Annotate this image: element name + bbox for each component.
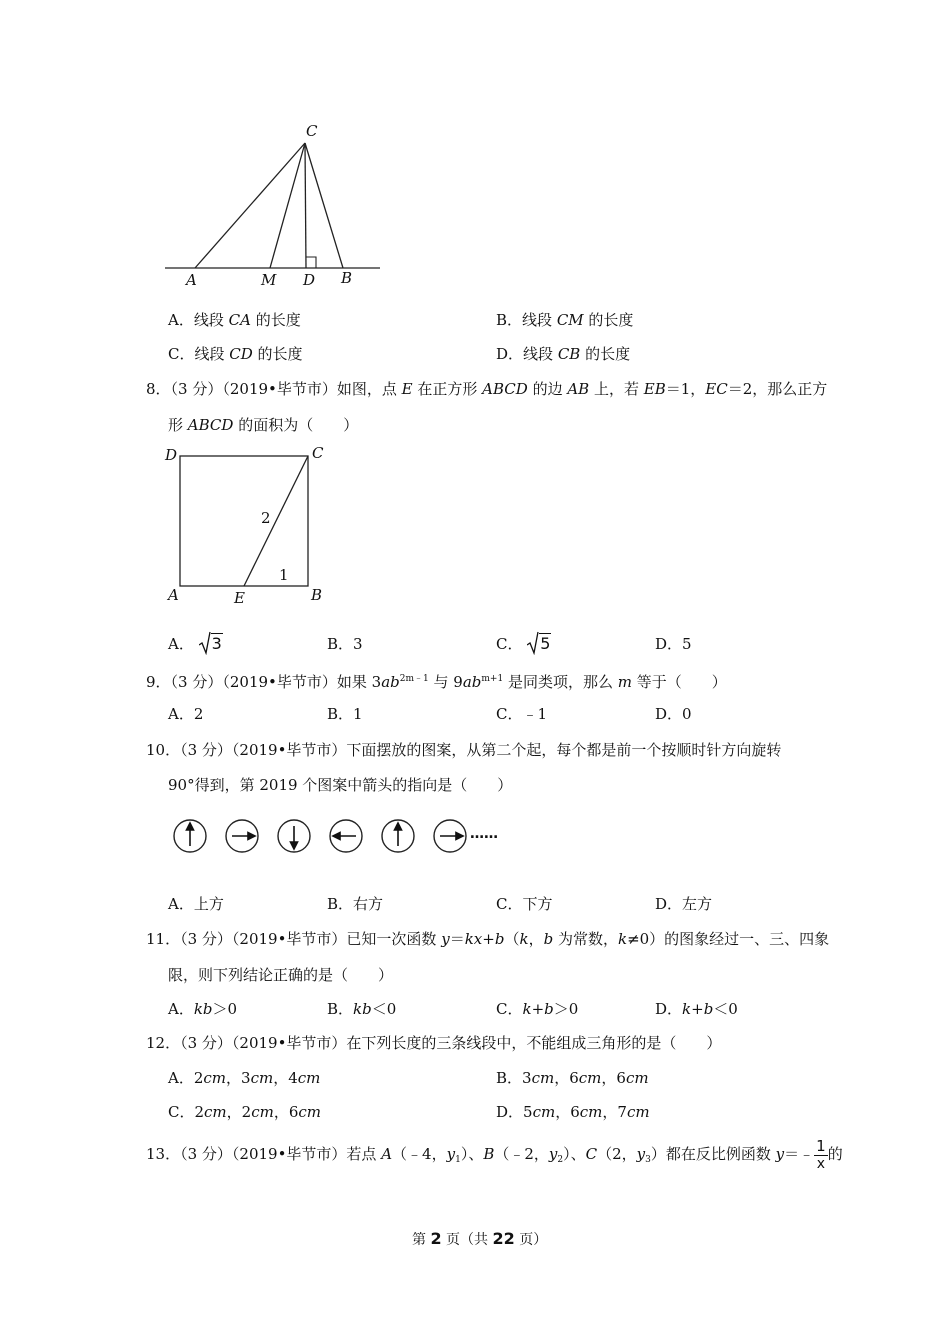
q9-question: 9．（3 分）（2019•毕节市）如果 $3ab^{2m﹣1}$ 与 $9ab^{m+1}$ 是同类项，那么 m 等于（ ） [146,673,727,691]
sqrt-symbol: 3 [199,634,223,654]
q8-label-a: A [168,586,179,604]
q10-ellipsis: …… [470,826,498,842]
q12-question: 12．（3 分）（2019•毕节市）在下列长度的三条线段中，不能组成三角形的是（ ） [146,1034,722,1052]
q7-label-m: M [261,271,277,289]
q10-arrow-pattern [168,815,468,857]
q8-label-d: D [165,446,178,464]
q7-option-a: A．线段 CA 的长度 [168,311,301,329]
page-footer: 第 2 页（共 22 页） [412,1229,548,1248]
page-total: 22 [492,1229,515,1248]
q8-question-line2: 形 ABCD 的面积为（ ） [168,416,359,434]
q8-option-a: A． 3 [168,634,222,653]
arrow-up-icon [174,820,206,852]
q8-question-line1: 8．（3 分）（2019•毕节市）如图，点 E 在正方形 ABCD 的边 AB 上，若 EB＝1，EC＝2，那么正方 [146,380,828,398]
sqrt-symbol: 5 [527,634,551,654]
arrow-right-icon [434,820,466,852]
q10-option-d: D．左方 [655,895,713,913]
q7-label-d: D [303,271,316,289]
q11-question-line1: 11．（3 分）（2019•毕节市）已知一次函数 y＝kx+b（k，b 为常数，k≠0）的图象经过一、三、四象 [146,930,830,948]
q11-question-line2: 限，则下列结论正确的是（ ） [168,966,394,984]
q13-fraction: $\frac{1}{x}$ [816,1137,826,1172]
q7-option-c: C．线段 CD 的长度 [168,345,303,363]
q8-label-1: 1 [279,566,289,584]
q12-option-d: D．5cm，6cm，7cm [496,1103,650,1121]
q8-label-b: B [311,586,323,604]
q12-option-c: C．2cm，2cm，6cm [168,1103,322,1121]
q10-option-c: C．下方 [496,895,553,913]
q10-option-b: B．右方 [327,895,384,913]
q8-option-d: D．5 [655,635,692,653]
q9-option-c: C．﹣1 [496,705,548,723]
q8-option-b: B．3 [327,635,363,653]
q7-option-d: D．线段 CB 的长度 [496,345,631,363]
q8-label-e: E [234,589,245,607]
q11-option-d: D．k+b＜0 [655,1000,738,1018]
q12-option-b: B．3cm，6cm，6cm [496,1069,649,1087]
q11-option-a: A．kb＞0 [168,1000,238,1018]
q10-question-line1: 10．（3 分）（2019•毕节市）下面摆放的图案，从第二个起，每个都是前一个按顺时针方向旋转 [146,741,782,759]
q7-option-b: B．线段 CM 的长度 [496,311,634,329]
q7-figure [160,118,385,290]
q9-option-d: D．0 [655,705,692,723]
q8-figure [160,440,335,610]
q8-label-c: C [312,444,324,462]
q11-option-b: B．kb＜0 [327,1000,397,1018]
q9-option-b: B．1 [327,705,363,723]
q10-option-a: A．上方 [168,895,224,913]
q8-option-c: C． 5 [496,634,551,653]
arrow-left-icon [330,820,362,852]
arrow-right-icon [226,820,258,852]
arrow-up-icon [382,820,414,852]
q7-label-a: A [186,271,197,289]
q7-label-b: B [341,269,353,287]
page-number: 2 [430,1229,442,1248]
q10-question-line2: 90°得到，第 2019 个图案中箭头的指向是（ ） [168,776,513,794]
q8-label-2: 2 [261,509,271,527]
q7-label-c: C [306,122,318,140]
arrow-down-icon [278,820,310,852]
q13-question: 13．（3 分）（2019•毕节市）若点 A（﹣4，$y_1$）、B（﹣2，$y_2$）、C（2，$y_3$）都在反比例函数 y＝﹣ $\frac{1}{x}$ 的 [146,1137,843,1172]
q12-option-a: A．2cm，3cm，4cm [168,1069,321,1087]
q9-option-a: A．2 [168,705,204,723]
q11-option-c: C．k+b＞0 [496,1000,579,1018]
